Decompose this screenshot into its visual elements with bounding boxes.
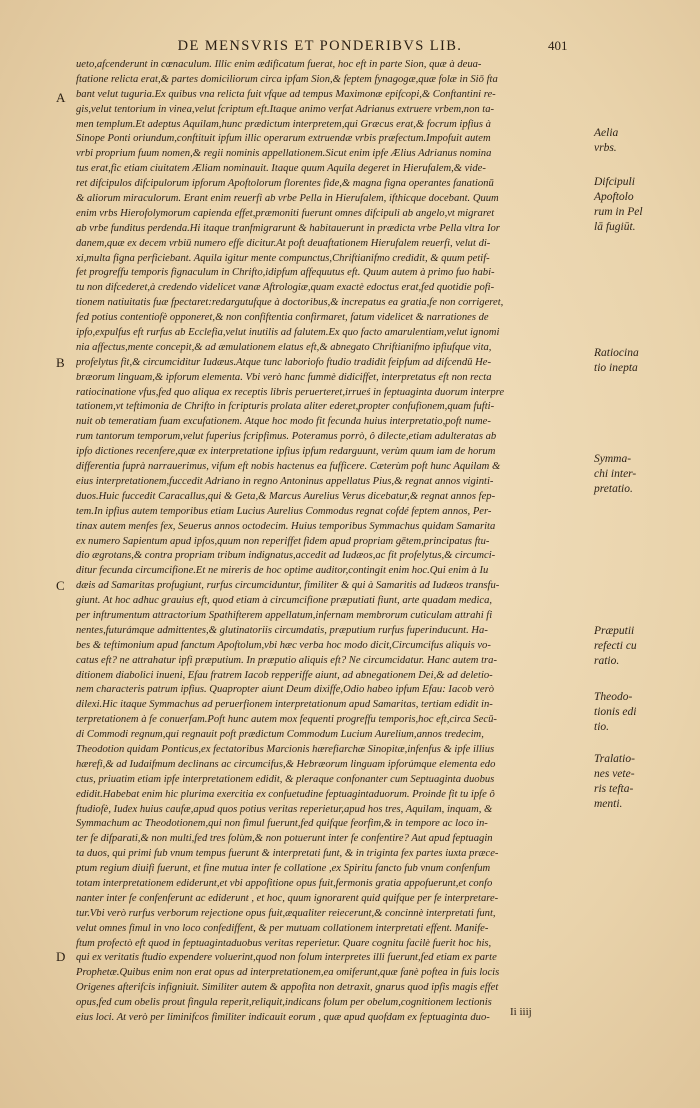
body-line: ta duos, qui primi fub vnum tempus fuerunt & interpretati funt, & in triginta fex partes iuxta præce-	[76, 848, 499, 860]
body-line: totam interpretationem ediderunt,et vbi appofitione opus fuit,fermonis gratia appofuerunt,et confo	[76, 877, 493, 889]
body-line: hærefi,& ad Iudaifmum declinans ac circumcifus,& Hebræorum linguam ipforúmque elementa edo	[76, 758, 496, 770]
body-line: profelytus fit,& circumciditur Iudæus.Atque tunc laboriofo ftudio tradidit feipfum ad difcendū He-	[76, 356, 491, 368]
body-line: qui ex veritatis ftudio expendere voluerint,quod non folum interpretes illi fuerunt,fed etiam ex parte	[76, 952, 497, 964]
margin-note-ratiocina	[594, 346, 672, 376]
body-line: danem,quæ ex decem vrbiū numero effe dicitur.At poft deuaftationem Hierufalem reuerfi, velut di-	[76, 237, 491, 249]
body-line: ueto,afcenderunt in cœnaculum. Illic enim ædificatum fuerat, hoc eft in parte Sion, quæ à deua-	[76, 59, 482, 70]
body-line: Origenes afterifcis infigniuit. Similiter autem & appofita non detraxit, gnarus quod ipfis magis effet	[76, 982, 499, 994]
body-line: nem characteris patrum ipfius. Quapropter aiunt Deum dixiffe,Odio habeo ipfum Efau: Iacob verò	[76, 684, 495, 696]
body-line: nanter inter fe confenferunt ac ediderunt , et hoc, quum ignorarent quid quifque per fe interpretare-	[76, 892, 499, 904]
margin-note-line: refecti cu	[594, 640, 637, 652]
section-marker-b: B	[56, 355, 65, 370]
signature-mark: Ii iiij	[510, 1006, 532, 1018]
margin-note-theodotionis	[594, 690, 672, 735]
body-line: ftatione relicta erat,& partes domiciliorum circa ipfam Sion,& feptem fynagogæ,quæ folæ in Siō fta	[76, 73, 498, 85]
margin-note-line: vrbs.	[594, 142, 617, 154]
margin-note-line: Symma-	[594, 453, 632, 465]
body-line: dæis ad Samaritas profugiunt, rurfus circumciduntur, fimiliter & qui à Samaritis ad Iudæos transfu-	[76, 580, 500, 592]
body-line: ftudiofè, Iudex huius caufæ,apud quos potius veritas reperietur,apud hos tres, Aquilam, inquam, &	[76, 803, 493, 815]
margin-note-line: tio inepta	[594, 362, 638, 374]
body-line: bræorum linguam,& ipforum elementa. Vbi verò hanc fummè didiciffet, interpretatus eft non recta	[76, 371, 492, 383]
body-line: bant velut tuguria.Ex quibus vna relicta fuit vfque ad tempus Maximonæ epifcopi,& Conftantini re-	[76, 88, 496, 100]
margin-note-line: Tralatio-	[594, 753, 635, 765]
body-line: per inftrumentum attractorium Spathifterem appellatum,infernam membrorum cuticulam attrahi fi	[76, 609, 493, 621]
body-line: duos.Huic fuccedit Caracallus,qui & Geta,& Marcus Aurelius Verus dicebatur,& regnat annos fep-	[76, 490, 496, 502]
body-line: dilexi.Hic itaque Symmachus ad peruerfionem interpretationum apud Samaritas, tertiam edidit in-	[76, 699, 493, 711]
body-line: edidit.Habebat enim hic plurima exercitia ex confuetudine feptuagintaduorum. Proinde fit tu ipfe ô	[76, 788, 495, 800]
body-line: ipfo,expulfus eft rurfus ab Ecclefia,velut inutilis ad falutem.Ex quo facto amarulentiam,velut ignomi	[76, 327, 500, 339]
body-line: & aliorum miraculorum. Erant enim reuerfi ab vrbe Pella in Hierufalem, ifthicque docebant. Quum	[76, 193, 499, 205]
section-marker-a: A	[56, 90, 66, 105]
body-line: velut omnes fimul in vno loco confediffent, & per mutuam collationem interpretati effent. Manife-	[76, 922, 489, 934]
body-line: tus erat,fic etiam ciuitatem Æliam nominauit. Itaque quum Aquila degeret in Hierufalem,& vide-	[76, 163, 486, 175]
body-line: ditur fecunda circumcifione.Et ne mireris de hoc optime auditor,contingit enim hoc.Qui enim à Iu	[76, 565, 489, 577]
body-line: ftum profectò eft quod in feptuagintaduobus veritas reperietur. Quare cognitu facilè fuerit hoc his,	[76, 937, 492, 949]
margin-note-discipuli	[594, 175, 672, 235]
body-line: ditionem diabolici inueni, Efau fratrem Iacob repperiffe aiunt, ad abnegationem Dei,& ad deletio-	[76, 669, 493, 681]
section-marker-d: D	[56, 949, 66, 964]
body-line: tu non difcederet,à credendo videlicet vanæ Aftrologiæ,quam exactè edoctus erat,fed quotidie pofi-	[76, 282, 495, 294]
margin-note-line: pretatio.	[594, 483, 633, 495]
margin-note-line: lā fugiūt.	[594, 221, 636, 233]
body-line: tionem natiuitatis fuæ fpectaret:redargutufque à doctoribus,& increpatus ea gratia,fe non corrigeret,	[76, 297, 504, 309]
body-line: differentia fuprà narrauerimus, vifum eft nobis hactenus ea fufficere. Cæterùm poft hunc Aquilam &	[76, 461, 501, 473]
body-line: enim vrbs Hierofolymorum capienda effet,præmoniti fuerunt omnes difcipuli ab angelo,vt migraret	[76, 207, 495, 219]
body-line: Sinope Ponti oriundum,conftituit ipfum illic operarum extruendæ vrbis præfectum.Impofuit autem	[76, 133, 491, 145]
body-line: di Commodi regnum,qui regnauit poft prædictum Commodum Lucium Aurelium,annos tredecim,	[76, 729, 484, 741]
page-number: 401	[548, 38, 568, 53]
margin-note-aelia	[594, 126, 672, 156]
margin-note-line: Difcipuli	[594, 176, 635, 188]
margin-note-line: nes vete-	[594, 768, 635, 780]
body-line: opus,fed cum obelis prout fingula reperit,reliquit,indicans folum per obelum,cognitionem lectionis	[76, 997, 492, 1009]
body-line: ter fe difparati,& non multi,fed tres folùm,& non potuerunt inter fe confentire? Aut apud feptuagin	[76, 833, 493, 845]
margin-note-praeputii	[594, 624, 672, 669]
body-line: vrbi proprium fuum nomen,& regii nominis appellationem.Sicut enim ipfe Ælius Adrianus nomina	[76, 148, 492, 160]
body-line: nia affectus,mente concepit,& ad æmulationem elatus eft,& abnegato Chriftianifmo ipfiufque vita,	[76, 341, 492, 353]
margin-note-line: Apoftolo	[594, 191, 634, 203]
margin-note-line: tio.	[594, 721, 610, 733]
body-line: giunt. At hoc adhuc grauius eft, quod etiam à circumcifione præputiati fiunt, arte quadam medica,	[76, 595, 493, 607]
body-text	[76, 58, 598, 1026]
body-line: ret difcipulos difcipulorum ipforum Apoftolorum florentes fide,& magna figna operantes fanationū	[76, 178, 494, 190]
margin-note-line: rum in Pel	[594, 206, 643, 218]
body-line: tur.Vbi verò rurfus verborum rejectione opus fuit,æqualiter reiecerunt,& concinnè interpretati funt,	[76, 907, 496, 919]
body-line: bes & teftimonium apud fanctum Apoftolum,vbi hæc verba hoc modo dicit,Circumcifus aliquis vo-	[76, 639, 491, 651]
body-line: Symmachum ac Theodotionem,qui non fimul fuerunt,fed quifque feorfim,& in tempore ac loco in-	[76, 818, 488, 830]
body-line: ptum regium diuifi fuerunt, et fine mutua inter fe collatione ,ex Spiritu fancto fub vnum confenfum	[76, 863, 491, 875]
margin-note-line: chi inter-	[594, 468, 637, 480]
margin-note-line: tionis edi	[594, 706, 637, 718]
body-line: xi,multa figna perficiebant. Aquila igitur mente compunctus,Chriftianifmo credidit, & quum petif-	[76, 252, 490, 264]
body-line: ctus, priuatim etiam ipfe interpretationem edidit, & pleraque confonanter cum Septuaginta duobus	[76, 773, 495, 785]
section-marker-c: C	[56, 578, 65, 593]
body-line: gis,velut tentorium in vinea,velut fcriptum eft.Itaque animo verfat Adrianus extruere vrbem,non ta-	[76, 103, 495, 115]
body-line: eius interpretationem,fuccedit Adriano in regno Antoninus appellatus Pius,& regnat annos viginti-	[76, 475, 494, 487]
margin-note-symmachi	[594, 452, 672, 497]
body-line: tinax autem menfes fex, Seuerus annos octodecim. Huius temporibus Symmachus quidam Samarita	[76, 520, 496, 532]
margin-note-line: ratio.	[594, 655, 620, 667]
body-line: dio ægrotans,& contra propriam tribum indignatus,accedit ad Iudæos,ac fit profelytus,& circumci-	[76, 550, 496, 562]
body-line: tationem,vt teftimonia de Chrifto in fcripturis prolata aliter ederet,propter confufionem,quam fufti-	[76, 401, 495, 413]
body-line: ipfo dictiones recenfere,quæ ex interpretatione ipfius ipfum redarguunt, verùm quum iam de horum	[76, 446, 496, 458]
margin-note-line: Aelia	[594, 127, 619, 139]
margin-note-line: Theodo-	[594, 691, 633, 703]
margin-note-line: menti.	[594, 798, 623, 810]
body-line: terpretationem à fe conuerfam.Poft hunc autem mox fequenti progreffu temporis,hoc eft,circa Secū-	[76, 714, 497, 726]
body-line: fed potius contentiofè opponeret,& non confiftentia confirmaret, fatum videlicet & narrationes de	[76, 312, 489, 324]
body-line: ratiocinatione vfus,fed quo aliqua ex receptis libris peruerteret,irrueś in feptuaginta duorum interpre	[76, 386, 505, 398]
margin-note-tralatio	[594, 752, 672, 812]
body-line: rum tantorum temporum,velut fuperius fcripfimus. Poteramus porrò, ô dilecte,etiam adulteratas ab	[76, 431, 497, 443]
body-line: men templum.Et adeptus Aquilam,hunc prædictum interpretem,qui Græcus erat,& focrum ipfius à	[76, 118, 491, 130]
body-line: eius loci. At verò per liminifcos fimiliter indicauit eorum , quæ apud quofdam ex feptuaginta duo-	[76, 1012, 490, 1023]
body-line: catus eft? ne attrahatur ipfi præputium. In præputio aliquis eft? Ne circumcidatur. Hanc autem tra-	[76, 654, 497, 666]
body-line: ex numero Sapientum apud ipfos,quum non reperiffet fidem apud propriam gētem,principatus ftu-	[76, 535, 490, 547]
margin-note-line: Ratiocina	[594, 347, 639, 359]
margin-note-line: Præputii	[594, 625, 635, 637]
running-title: DE MENSVRIS ET PONDERIBVS LIB.	[177, 38, 463, 54]
body-line: ab vrbe funditus perdenda.Hi itaque tranfmigrarunt & habitauerunt in prædicta vrbe Pella vltra Ior	[76, 222, 500, 234]
body-line: Prophetæ.Quibus enim non erat opus ad interpretationem,ea omiferunt,quæ fanè poftea in fuis locis	[76, 967, 500, 979]
body-line: nuit ob temeratiam fuam excufationem. Atque hoc modo fit fecunda huius interpretatio,poft nume-	[76, 416, 491, 428]
body-line: Theodotion quidam Ponticus,ex fectatoribus Marcionis hærefiarchæ Sinopitæ,infenfus & ipfe illius	[76, 743, 495, 755]
running-header	[40, 38, 600, 55]
margin-note-line: ris tefta-	[594, 783, 634, 795]
body-line: tem.In ipfius autem temporibus etiam Lucius Aurelius Commodus regnat cofdé feptem annos, Per-	[76, 505, 492, 517]
body-line: fet progreffu temporis fignaculum in Chrifto,idipfum affequutus eft. Quum autem à primo fuo habi-	[76, 267, 495, 279]
body-line: nentes,futurámque admittentes,& glutinatoriis circumdatis, præputium rurfus fuperinducunt. Ha-	[76, 624, 488, 636]
